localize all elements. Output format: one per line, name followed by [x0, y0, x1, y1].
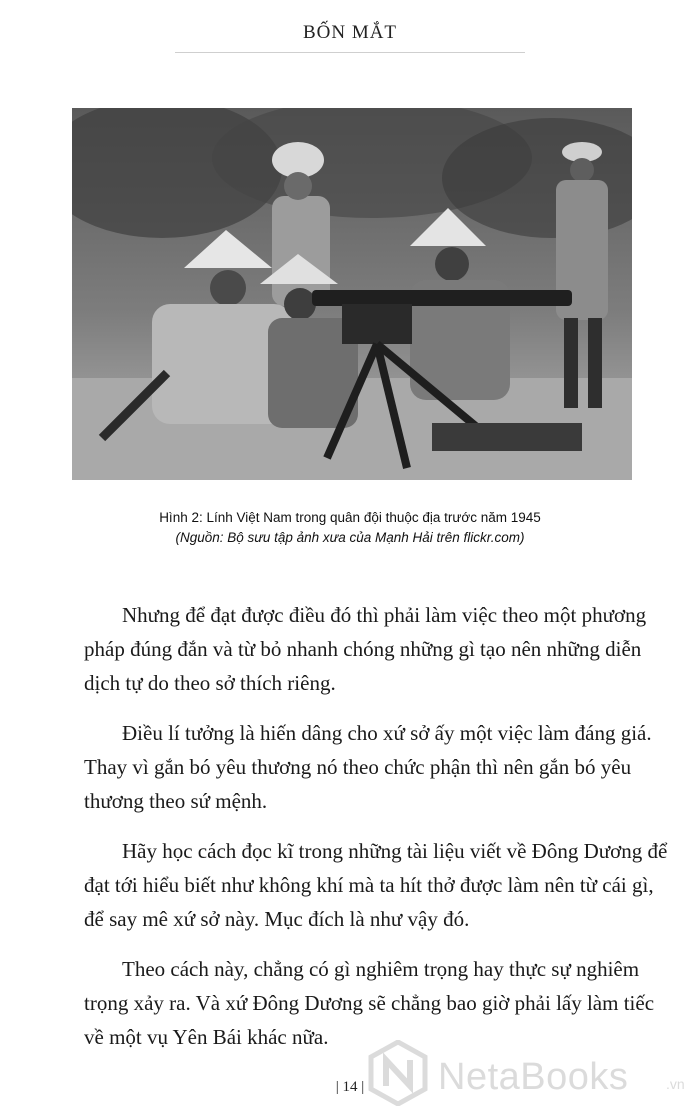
paragraph: Theo cách này, chẳng có gì nghiêm trọng hay thực sự nghiêm trọng xảy ra. Và xứ Đông Dương sẽ chẳng bao giờ phải lấy làm tiếc về một vụ Yên Bái khác nữa. [84, 957, 655, 1049]
body-text [84, 598, 669, 1070]
watermark-brand: NetaBooks [438, 1056, 629, 1098]
historical-photo [72, 108, 632, 480]
running-header: BỐN MẮT [302, 22, 398, 43]
header-divider [175, 52, 525, 53]
figure-caption [0, 508, 700, 548]
caption-source: (Nguồn: Bộ sưu tập ảnh xưa của Mạnh Hải trên flickr.com) [175, 530, 525, 545]
paragraph: Hãy học cách đọc kĩ trong những tài liệu viết về Đông Dương để đạt tới hiểu biết như không khí mà ta hít thở được làm nên từ cái gì, để say mê xứ sở này. Mục đích là như vậy đó. [84, 839, 668, 931]
netabooks-hexagon-icon [368, 1040, 428, 1106]
watermark-suffix: .vn [666, 1076, 685, 1092]
caption-title: Hình 2: Lính Việt Nam trong quân đội thuộc địa trước năm 1945 [159, 510, 541, 525]
paragraph: Điều lí tưởng là hiến dâng cho xứ sở ấy một việc làm đáng giá. Thay vì gắn bó yêu thương nó theo chức phận thì nên gắn bó yêu thương theo sứ mệnh. [84, 721, 652, 813]
paragraph: Nhưng để đạt được điều đó thì phải làm việc theo một phương pháp đúng đắn và từ bỏ nhanh chóng những gì tạo nên những diễn dịch tự do theo sở thích riêng. [84, 603, 647, 695]
watermark-logo [368, 1040, 698, 1110]
page-number: | 14 | [335, 1079, 365, 1095]
